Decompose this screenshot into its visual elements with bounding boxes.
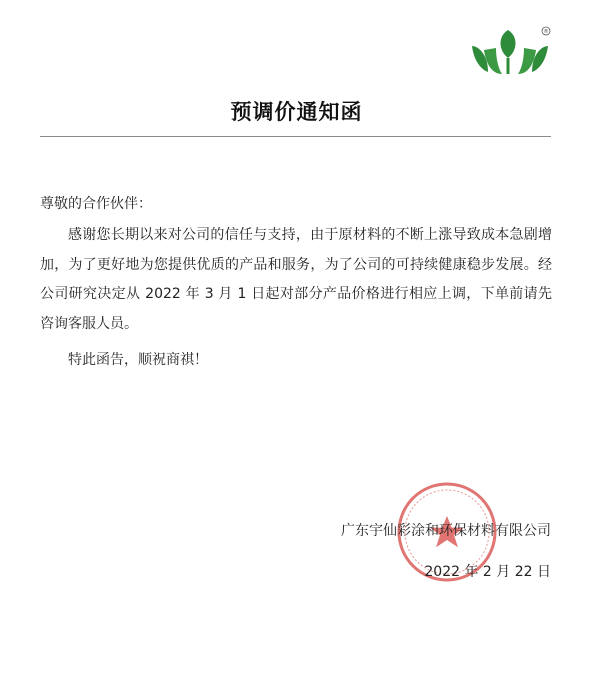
body-paragraph: 感谢您长期以来对公司的信任与支持，由于原材料的不断上涨导致成本急剧增加，为了更好地为您提供优质的产品和服务，为了公司的可持续健康稳步发展。经公司研究决定从 2022 年 3 月 1 日起对部分产品价格进行相应上调，下单前请先咨询客服人员。	[40, 227, 552, 332]
signature-company: 广东宇仙彩涂和环保材料有限公司	[341, 523, 551, 539]
notice-title: 预调价通知函	[230, 100, 363, 124]
title-divider	[40, 136, 551, 137]
notice-body	[40, 221, 552, 376]
signature-date: 2022 年 2 月 22 日	[424, 564, 551, 580]
closing-line: 特此函告，顺祝商祺！	[68, 352, 208, 368]
leaf-logo-icon	[468, 24, 552, 80]
salutation: 尊敬的合作伙伴：	[40, 196, 152, 212]
svg-text:®: ®	[543, 29, 549, 36]
company-logo	[468, 24, 552, 80]
